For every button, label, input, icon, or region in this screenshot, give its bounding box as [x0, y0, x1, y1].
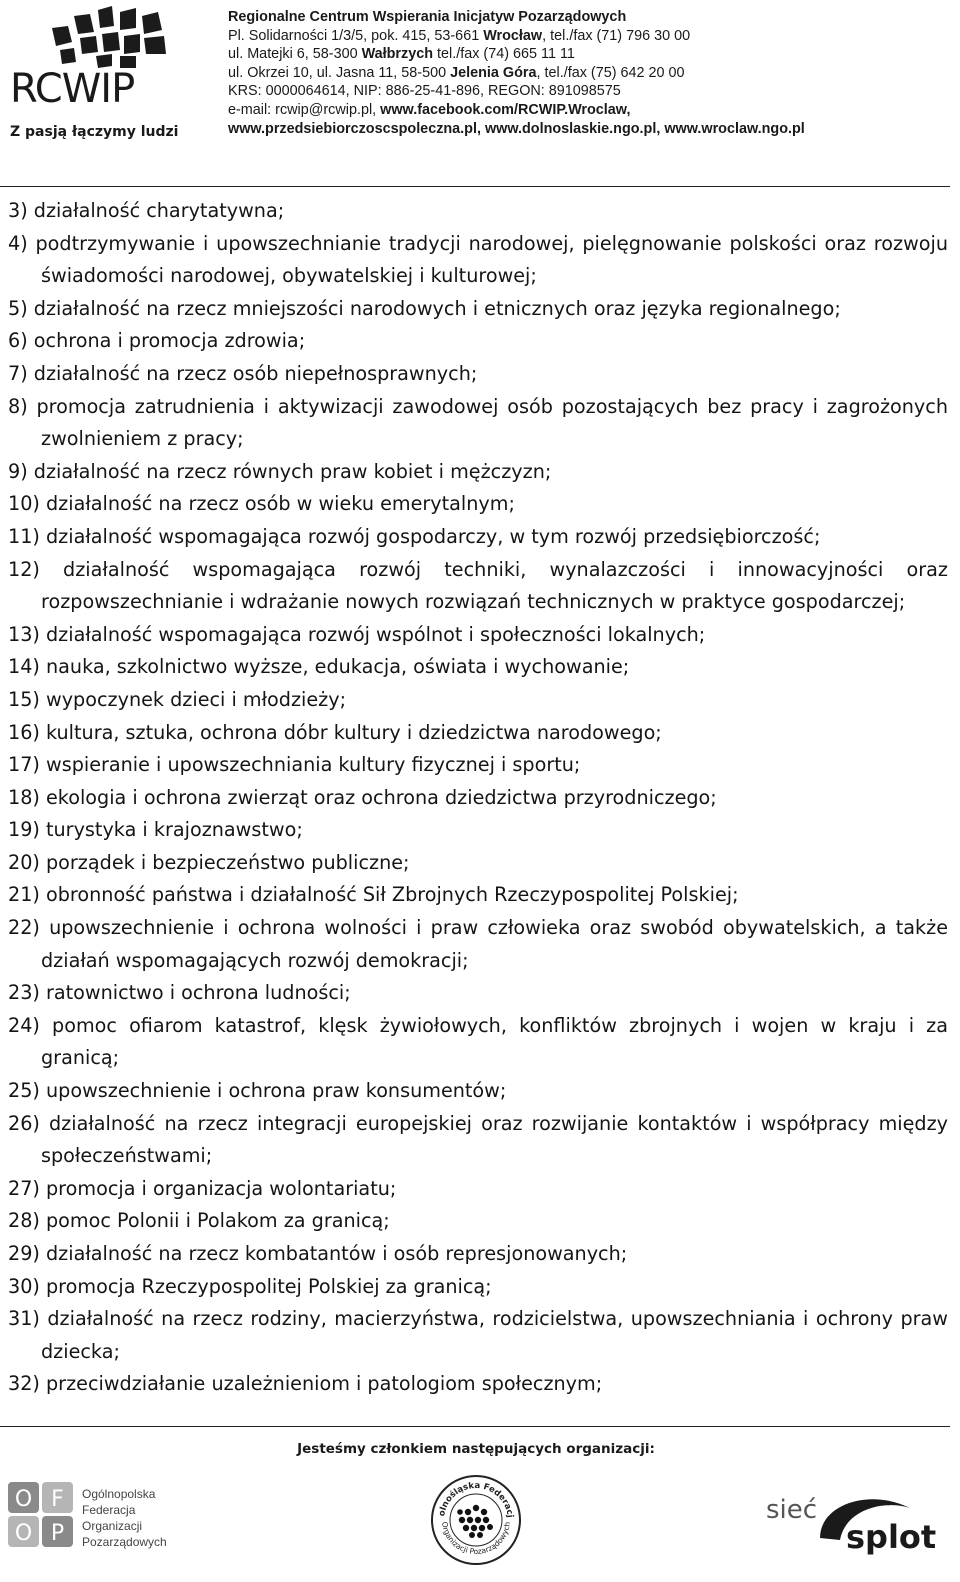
list-item: 14) nauka, szkolnictwo wyższe, edukacja, oświata i wychowanie; [8, 655, 630, 679]
membership-caption: Jesteśmy członkiem następujących organizacji: [297, 1441, 655, 1457]
list-item: 6) ochrona i promocja zdrowia; [8, 329, 306, 353]
facebook-link[interactable]: www.facebook.com/RCWIP.Wroclaw, [380, 101, 631, 118]
dfop-logo [430, 1474, 522, 1566]
splot-word-siec: sieć [766, 1495, 818, 1525]
list-item: 32) przeciwdziałanie uzależnieniom i patologiom społecznym; [8, 1372, 603, 1396]
ofop-letter: F [51, 1487, 64, 1512]
letterhead [0, 0, 960, 170]
dfop-seal-icon [430, 1474, 522, 1566]
dfop-top-text: olnośląska Federacj [437, 1480, 515, 1519]
list-item: 20) porządek i bezpieczeństwo publiczne; [8, 850, 410, 874]
ofop-letter: O [14, 1487, 33, 1512]
ofop-emblem-icon [8, 1482, 74, 1548]
website-links[interactable]: www.przedsiebiorczoscspoleczna.pl, www.dolnoslaskie.ngo.pl, www.wroclaw.ngo.pl [228, 120, 805, 137]
ofop-name [82, 1486, 167, 1550]
city-name: Jelenia Góra [450, 64, 537, 81]
ofop-letter: P [50, 1521, 65, 1546]
address-text: ul. Matejki 6, 58-300 [228, 46, 362, 63]
list-item: 21) obronność państwa i działalność Sił Zbrojnych Rzeczypospolitej Polskiej; [8, 883, 739, 907]
list-item: 22) upowszechnienie i ochrona wolności i praw człowieka oraz swobód obywatelskich, a także działań wspomagających rozwój demokracji; [8, 916, 948, 972]
address-walbrzych [228, 45, 948, 64]
dfop-bottom-text: Organizacji Pozarządowych [439, 1521, 512, 1557]
list-item: 8) promocja zatrudnienia i aktywizacji zawodowej osób pozostających bez pracy i zagrożonych zwolnieniem z pracy; [8, 394, 948, 451]
address-jelenia-gora [228, 64, 948, 83]
list-item: 10) działalność na rzecz osób w wieku emerytalnym; [8, 492, 515, 516]
ofop-name-line: Pozarządowych [82, 1535, 167, 1549]
list-item: 9) działalność na rzecz równych praw kobiet i mężczyzn; [8, 459, 552, 483]
ofop-name-line: Ogólnopolska [82, 1487, 156, 1501]
address-text: ul. Okrzei 10, ul. Jasna 11, 58-500 [228, 64, 451, 81]
ofop-name-line: Federacja [82, 1503, 136, 1517]
list-item: 25) upowszechnienie i ochrona praw konsumentów; [8, 1079, 507, 1103]
list-item: 17) wspieranie i upowszechniania kultury fizycznej i sportu; [8, 753, 581, 777]
phone-text: , tel./fax (75) 642 20 00 [536, 64, 685, 81]
rcwip-emblem-icon [40, 6, 170, 68]
phone-text: , tel./fax (71) 796 30 00 [542, 27, 691, 44]
list-item: 31) działalność na rzecz rodziny, macierzyństwa, rodzicielstwa, upowszechniania i ochrony praw dziecka; [8, 1307, 948, 1363]
email-text: e-mail: rcwip@rcwip.pl, [228, 101, 381, 118]
footer-divider [0, 1426, 950, 1427]
list-item: 18) ekologia i ochrona zwierząt oraz ochrona dziedzictwa przyrodniczego; [8, 785, 717, 809]
ofop-logo [8, 1482, 208, 1552]
address-text: Pl. Solidarności 1/3/5, pok. 415, 53-661 [228, 27, 484, 44]
email-facebook [228, 101, 948, 120]
rcwip-logo [6, 6, 206, 146]
organization-name: Regionalne Centrum Wspierania Inicjatyw Pozarządowych [228, 9, 627, 25]
list-item: 29) działalność na rzecz kombatantów i osób represjonowanych; [8, 1242, 628, 1265]
splot-mark-icon [760, 1486, 950, 1556]
list-item: 30) promocja Rzeczypospolitej Polskiej za granicą; [8, 1274, 492, 1298]
list-item: 7) działalność na rzecz osób niepełnosprawnych; [8, 361, 478, 385]
list-item: 24) pomoc ofiarom katastrof, klęsk żywiołowych, konfliktów zbrojnych i wojen w kraju i za granicą; [8, 1013, 948, 1070]
list-item: 16) kultura, sztuka, ochrona dóbr kultury i dziedzictwa narodowego; [8, 720, 662, 744]
address-wroclaw [228, 27, 948, 46]
ofop-name-line: Organizacji [82, 1519, 143, 1533]
list-item: 19) turystyka i krajoznawstwo; [8, 818, 303, 842]
list-item: 23) ratownictwo i ochrona ludności; [8, 981, 351, 1005]
logo-wordmark: RCWIP [10, 66, 135, 112]
city-name: Wrocław [483, 27, 543, 44]
list-item: 12) działalność wspomagająca rozwój techniki, wynalazczości i innowacyjności oraz rozpowszechnianie i wdrażanie nowych rozwiązań technicznych w praktyce gospodarczej; [8, 557, 948, 614]
logo-tagline: Z pasją łączymy ludzi [10, 124, 179, 140]
header-divider [0, 186, 950, 187]
list-item: 3) działalność charytatywna; [8, 199, 285, 222]
contact-block [228, 8, 948, 138]
list-item: 11) działalność wspomagająca rozwój gospodarczy, w tym rozwój przedsiębiorczość; [8, 524, 821, 548]
phone-text: tel./fax (74) 665 11 11 [433, 46, 575, 63]
list-item: 5) działalność na rzecz mniejszości narodowych i etnicznych oraz języka regionalnego; [8, 296, 841, 320]
list-item: 28) pomoc Polonii i Polakom za granicą; [8, 1209, 390, 1233]
activity-list [8, 195, 948, 1401]
list-item: 15) wypoczynek dzieci i młodzieży; [8, 687, 347, 711]
list-item: 13) działalność wspomagająca rozwój wspólnot i społeczności lokalnych; [8, 622, 706, 646]
splot-word-splot: splot [846, 1518, 937, 1556]
list-item: 4) podtrzymywanie i upowszechnianie tradycji narodowej, pielęgnowanie polskości oraz rozwoju świadomości narodowej, obywatelskiej i kulturowej; [8, 231, 948, 288]
city-name: Wałbrzych [361, 46, 434, 63]
ofop-letter: O [14, 1521, 33, 1546]
list-item: 27) promocja i organizacja wolontariatu; [8, 1176, 397, 1200]
list-item: 26) działalność na rzecz integracji europejskiej oraz rozwijanie kontaktów i współpracy między społeczeństwami; [8, 1111, 948, 1168]
siec-splot-logo [760, 1486, 950, 1556]
registration-numbers: KRS: 0000064614, NIP: 886-25-41-896, REGON: 891098575 [228, 83, 621, 100]
